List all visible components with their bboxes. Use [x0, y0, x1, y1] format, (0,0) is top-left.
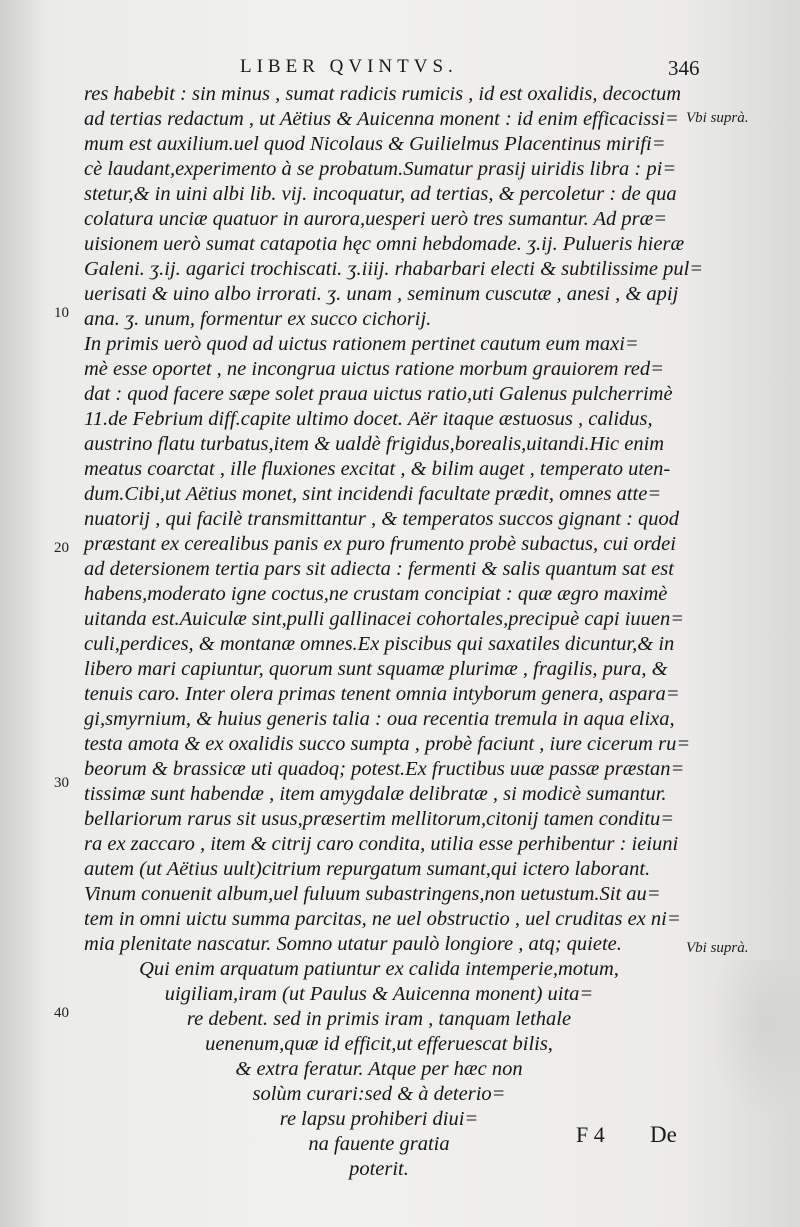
text-line: culi,perdices, & montanæ omnes.Ex piscibus qui saxatiles dicuntur,& in [84, 633, 675, 655]
text-line: mum est auxilium.uel quod Nicolaus & Guilielmus Placentinus mirifi= [84, 133, 666, 155]
show-through-shadow [710, 960, 800, 1120]
folio-number: 346 [668, 56, 700, 80]
text-line: tenuis caro. Inter olera primas tenent omnia intyborum genera, aspara= [84, 683, 680, 705]
line-number: 20 [54, 540, 69, 556]
text-line: colatura unciæ quatuor in aurora,uesperi uerò tres sumantur. Ad præ= [84, 208, 668, 230]
text-line: tissimæ sunt habendæ , item amygdalæ delibratæ , si modicè sumantur. [84, 783, 667, 805]
line-number: 30 [54, 775, 69, 791]
text-line: ad detersionem tertia pars sit adiecta : fermenti & salis quantum sat est [84, 558, 674, 580]
margin-note: Vbi suprà. [686, 110, 749, 126]
text-line: res habebit : sin minus , sumat radicis rumicis , id est oxalidis, decoctum [84, 83, 682, 105]
text-line: uitanda est.Auiculæ sint,pulli gallinacei cohortales,precipuè capi iuuen= [84, 608, 685, 630]
text-line: testa amota & ex oxalidis succo sumpta , probè faciunt , iure cicerum ru= [84, 733, 691, 755]
text-line: mia plenitate nascatur. Somno utatur paulò longiore , atq; quiete. [84, 933, 622, 955]
text-line: habens,moderato igne coctus,ne crustam concipiat : quæ ægro maximè [84, 583, 668, 605]
text-line: gi,smyrnium, & huius generis talia : oua recentia tremula in aqua elixa, [84, 708, 675, 730]
text-line: re lapsu prohiberi diui= [279, 1108, 479, 1130]
text-line: dat : quod facere sæpe solet praua uictus ratio,uti Galenus pulcherrimè [84, 383, 673, 405]
text-line: autem (ut Aëtius uult)citrium repurgatum sumant,qui ictero laborant. [84, 858, 651, 880]
text-line: tem in omni uictu summa parcitas, ne uel obstructio , uel cruditas ex ni= [84, 908, 681, 930]
page-header [0, 56, 800, 82]
text-line: meatus coarctat , ille fluxiones excitat , & bilim auget , temperato uten- [84, 458, 671, 480]
page-footer [0, 1122, 800, 1152]
text-line: Qui enim arquatum patiuntur ex calida intemperie,motum, [139, 958, 619, 980]
text-line: uisionem uerò sumat catapotia hęc omni hebdomade. ʒ.ij. Pulueris hieræ [84, 233, 685, 255]
signature-mark: F 4 [576, 1122, 605, 1147]
text-line: libero mari capiuntur, quorum sunt squamæ plurimæ , fragilis, pura, & [84, 658, 668, 680]
line-number: 40 [54, 1005, 69, 1021]
text-line: In primis uerò quod ad uictus rationem pertinet cautum eum maxi= [84, 333, 639, 355]
text-line: dum.Cibi,ut Aëtius monet, sint incidendi facultate prædit, omnes atte= [84, 483, 662, 505]
text-line: ad tertias redactum , ut Aëtius & Auicenna monent : id enim efficacissi= [84, 108, 679, 130]
text-line: ra ex zaccaro , item & citrij caro condita, utilia esse perhibentur : ieiuni [84, 833, 679, 855]
text-line: ana. ʒ. unum, formentur ex succo cichorij. [84, 308, 432, 330]
line-number: 10 [54, 305, 69, 321]
text-line: mè esse oportet , ne incongrua uictus ratione morbum grauiorem red= [84, 358, 664, 380]
text-line: nuatorij , qui facilè transmittantur , & temperatos succos gignant : quod [84, 508, 680, 530]
text-line: solùm curari:sed & à deterio= [252, 1083, 506, 1105]
text-line: Galeni. ʒ.ij. agarici trochiscati. ʒ.iiij. rhabarbari electi & subtilissime pul= [84, 258, 704, 280]
catchword: De [650, 1122, 677, 1147]
text-line: præstant ex cerealibus panis ex puro frumento probè subactus, cui ordei [84, 533, 676, 555]
text-line: 11.de Febrium diff.capite ultimo docet. Aër itaque æstuosus , calidus, [84, 408, 653, 430]
text-line: austrino flatu turbatus,item & ualdè frigidus,borealis,uitandi.Hic enim [84, 433, 665, 455]
text-line: Vinum conuenit album,uel fuluum subastringens,non uetustum.Sit au= [84, 883, 661, 905]
text-line: re debent. sed in primis iram , tanquam lethale [186, 1008, 572, 1030]
margin-note: Vbi suprà. [686, 940, 749, 956]
text-line: uenenum,quæ id efficit,ut efferuescat bilis, [205, 1033, 553, 1055]
text-line: beorum & brassicæ uti quadoq; potest.Ex fructibus uuæ passæ præstan= [84, 758, 685, 780]
text-line: na fauente gratia [308, 1133, 450, 1155]
text-line: stetur,& in uini albi lib. vij. incoquatur, ad tertias, & percoletur : de qua [84, 183, 677, 205]
text-line: uigiliam,iram (ut Paulus & Auicenna monent) uita= [164, 983, 594, 1005]
text-line: uerisati & uino albo irrorati. ʒ. unam , seminum cuscutæ , anesi , & apij [84, 283, 679, 305]
text-line: bellariorum rarus sit usus,præsertim mellitorum,citonij tamen conditu= [84, 808, 675, 830]
text-line: cè laudant,experimento à se probatum.Sumatur prasij uiridis libra : pi= [84, 158, 677, 180]
running-title: LIBER QVINTVS. [240, 56, 458, 77]
text-line: poterit. [349, 1158, 409, 1180]
text-line: & extra feratur. Atque per hæc non [235, 1058, 523, 1080]
